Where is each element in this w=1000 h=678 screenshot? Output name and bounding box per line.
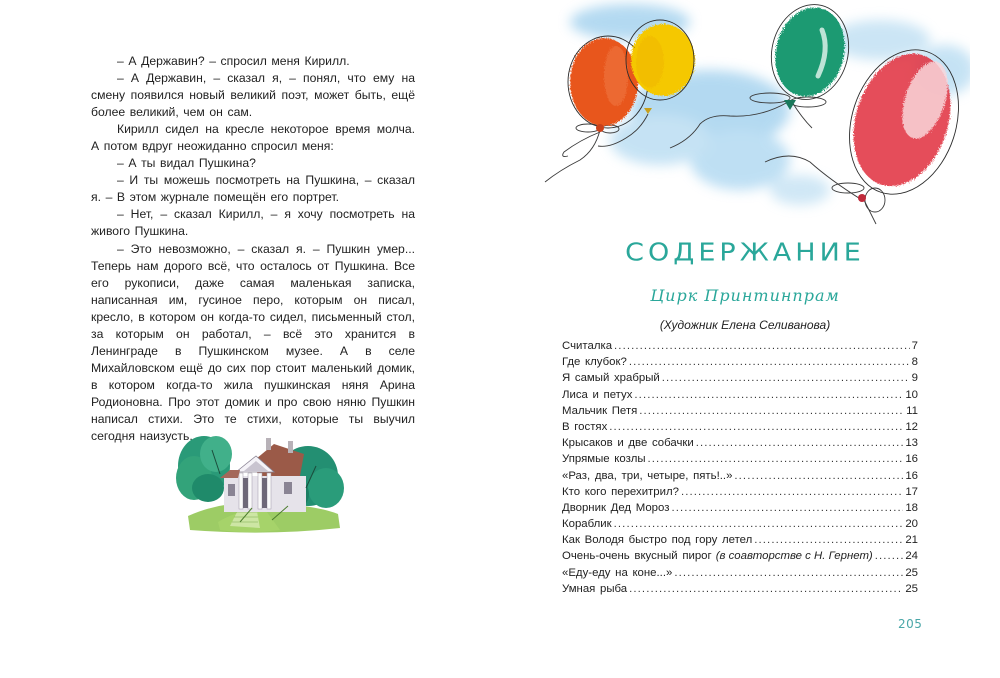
toc-item[interactable] [562,516,918,532]
toc-item[interactable] [562,468,918,484]
toc-dot-leader [609,419,903,435]
paragraph: – А Державин, – сказал я, – понял, что ему на смену появился новый великий поэт, может быть, ещё более великий, чем он сам. [91,71,415,120]
toc-dot-leader [614,338,910,354]
toc-item-page: 25 [905,566,918,579]
toc-item[interactable] [562,354,918,370]
toc-item-label: Очень-очень вкусный пирог [562,550,712,563]
toc-item[interactable] [562,419,918,435]
toc-item[interactable] [562,500,918,516]
paragraph: – И ты можешь посмотреть на Пушкина, – сказал я. – В этом журнале помещён его портрет. [91,173,415,205]
toc-item-label: Где клубок? [562,356,627,369]
toc-dot-leader [681,484,903,500]
toc-item-page: 16 [905,453,918,466]
toc-illustrator-credit: (Художник Елена Селиванова) [659,318,831,332]
toc-item[interactable] [562,451,918,467]
toc-item[interactable] [562,484,918,500]
toc-item-page: 25 [905,582,918,595]
story-text [91,53,415,445]
toc-dot-leader [639,403,904,419]
toc-item-label: Дворник Дед Мороз [562,501,670,514]
toc-title: СОДЕРЖАНИЕ [625,238,865,267]
toc-dot-leader [629,354,910,370]
toc-dot-leader [671,500,903,516]
toc-item[interactable] [562,548,918,564]
toc-dot-leader [614,516,904,532]
toc-item-page: 8 [911,356,918,369]
toc-item[interactable] [562,370,918,386]
toc-item[interactable] [562,565,918,581]
toc-item-page: 10 [905,388,918,401]
toc-item-label: Я самый храбрый [562,372,660,385]
toc-list [562,338,918,597]
toc-item[interactable] [562,338,918,354]
balloons-illustration [540,0,970,230]
toc-dot-leader [629,581,903,597]
toc-item-page: 16 [905,469,918,482]
toc-dot-leader [875,548,904,564]
toc-item-page: 18 [905,501,918,514]
toc-item-label: Крысаков и две собачки [562,437,694,450]
toc-item-label: «Раз, два, три, четыре, пять!..» [562,469,733,482]
toc-item-label: «Еду-еду на коне...» [562,566,673,579]
toc-dot-leader [734,468,903,484]
toc-dot-leader [662,370,910,386]
paragraph: Кирилл сидел на кресле некоторое время молча. А потом вдруг неожиданно спросил меня: [91,122,415,154]
toc-item-label: Мальчик Петя [562,404,638,417]
toc-item[interactable] [562,387,918,403]
toc-item-label: Считалка [562,340,613,352]
toc-dot-leader [696,435,904,451]
toc-item-label: В гостях [562,420,608,433]
paragraph: – А Державин? – спросил меня Кирилл. [117,54,350,68]
toc-item[interactable] [562,403,918,419]
toc-dot-leader [754,532,903,548]
toc-section-title: Цирк Принтинпрам [650,286,840,305]
toc-item-page: 7 [911,340,918,352]
toc-item-note: (в соавторстве с Н. Гернет) [715,550,873,563]
toc-item-page: 11 [906,404,918,417]
toc-item-page: 17 [905,485,918,498]
paragraph: – А ты видал Пушкина? [117,156,256,171]
toc-item-label: Как Володя быстро под гору летел [562,534,753,547]
toc-dot-leader [674,565,903,581]
toc-item-page: 12 [905,420,918,433]
toc-item-label: Упрямые козлы [562,453,646,466]
toc-item[interactable] [562,435,918,451]
house-illustration [168,418,348,536]
toc-item[interactable] [562,532,918,548]
toc-item[interactable] [562,581,918,597]
toc-item-page: 9 [911,372,918,385]
toc-item-label: Кто кого перехитрил? [562,485,679,498]
toc-item-page: 21 [905,534,918,547]
toc-dot-leader [648,451,904,467]
page-number: 205 [898,617,923,631]
toc-item-label: Лиса и петух [562,388,633,401]
toc-item-page: 24 [905,550,918,563]
toc-item-label: Кораблик [562,518,612,531]
toc-item-page: 20 [905,518,918,531]
toc-dot-leader [634,387,903,403]
paragraph: – Это невозможно, – сказал я. – Пушкин умер... Теперь нам дорого всё, что осталось от Пушкина. Все его рукописи, даже самая маленькая записка, написанная им, гусиное перо, которым он писал, кресло, в котором он когда-то сидел, письменный стол, за которым он работал, – всё это хранится в Ленинграде в Пушкинском музее. А в селе Михайловском ещё до сих пор стоит маленький домик, в котором когда-то жила пушкинская няня Арина Родионовна. Про этот домик и про свою няню Пушкин написал стихи. Это те стихи, которые ты выучил сегодня наизусть. [91,241,415,444]
toc-item-page: 13 [905,437,918,450]
paragraph: – Нет, – сказал Кирилл, – я хочу посмотреть на живого Пушкина. [91,207,415,239]
toc-item-label: Умная рыба [562,582,628,595]
